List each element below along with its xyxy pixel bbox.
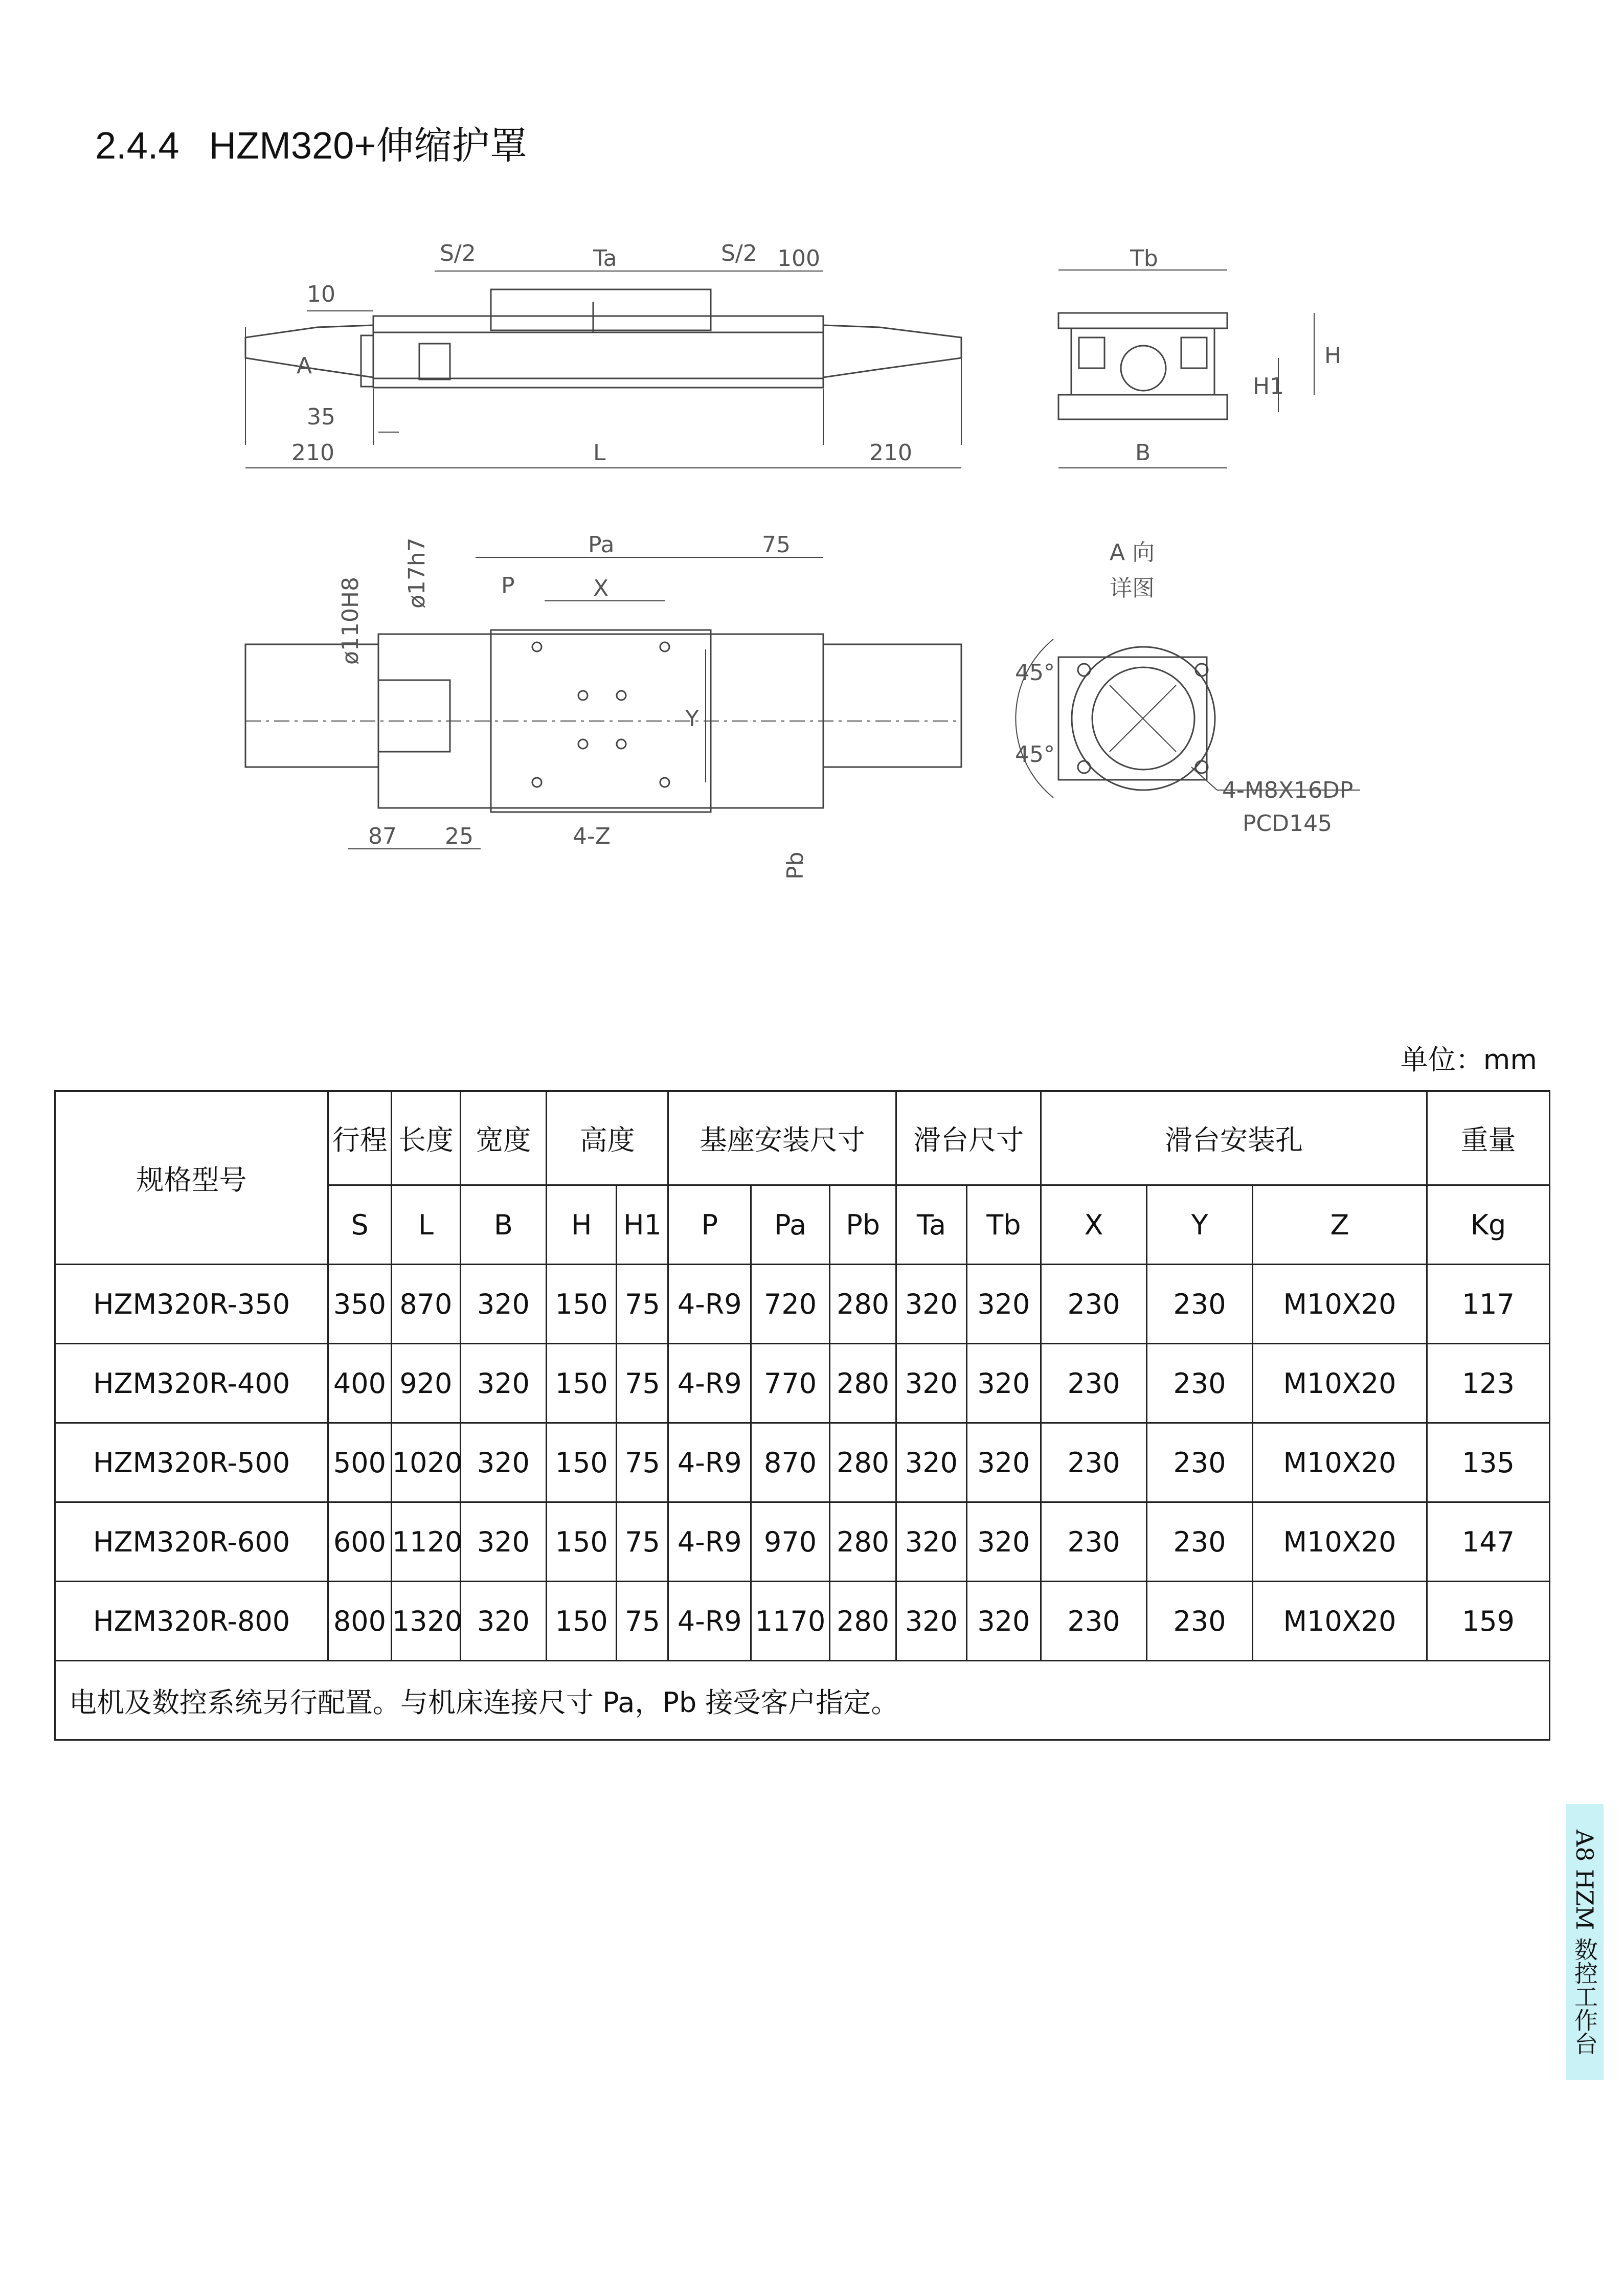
- cell: 320: [460, 1265, 546, 1344]
- side-view: [1058, 270, 1314, 468]
- dim-210-right: 210: [869, 440, 912, 466]
- group-base-mount: 基座安装尺寸: [668, 1091, 896, 1185]
- motor-flange: [361, 335, 373, 387]
- dim-h: H: [1324, 343, 1342, 369]
- group-stroke: 行程: [328, 1091, 392, 1185]
- cell: 230: [1147, 1265, 1253, 1344]
- cell: M10X20: [1253, 1502, 1427, 1582]
- cell: 230: [1041, 1344, 1146, 1423]
- cell-model: HZM320R-400: [55, 1344, 328, 1423]
- col-z: Z: [1253, 1185, 1427, 1265]
- cell: 320: [896, 1582, 967, 1661]
- col-s: S: [328, 1185, 392, 1265]
- cell: 230: [1147, 1423, 1253, 1502]
- col-ta: Ta: [896, 1185, 967, 1265]
- dim-ta: Ta: [593, 245, 617, 272]
- cell: 150: [546, 1582, 617, 1661]
- cell: 320: [966, 1423, 1041, 1502]
- cell: 4-R9: [668, 1344, 751, 1423]
- cell: 4-R9: [668, 1502, 751, 1582]
- cell: 320: [896, 1423, 967, 1502]
- top-bellows-right: [823, 644, 961, 767]
- cell: 1170: [751, 1582, 830, 1661]
- cell: 75: [617, 1423, 668, 1502]
- cell: 147: [1427, 1502, 1550, 1582]
- dim-100: 100: [777, 245, 820, 272]
- table-row: [55, 1423, 1550, 1502]
- table-row: [55, 1265, 1550, 1344]
- cell: 230: [1041, 1423, 1146, 1502]
- bellows-right: [823, 325, 961, 377]
- cell: 230: [1041, 1502, 1146, 1582]
- cell: M10X20: [1253, 1344, 1427, 1423]
- dim-s2-right: S/2: [721, 240, 757, 266]
- section-name: HZM320+伸缩护罩: [209, 124, 528, 167]
- group-slide-holes: 滑台安装孔: [1041, 1091, 1427, 1185]
- cell: 75: [617, 1344, 668, 1423]
- dim-x: X: [593, 575, 609, 601]
- cell: 400: [328, 1344, 392, 1423]
- cell-model: HZM320R-500: [55, 1423, 328, 1502]
- cell-model: HZM320R-800: [55, 1582, 328, 1661]
- cell: 159: [1427, 1582, 1550, 1661]
- table-note: 电机及数控系统另行配置。与机床连接尺寸 Pa，Pb 接受客户指定。: [55, 1661, 1550, 1740]
- cell: 75: [617, 1265, 668, 1344]
- table-row: [55, 1344, 1550, 1423]
- col-tb: Tb: [966, 1185, 1041, 1265]
- table-row: [55, 1502, 1550, 1582]
- side-table-top: [1058, 313, 1227, 328]
- cell: 230: [1147, 1502, 1253, 1582]
- dim-87: 87: [368, 823, 397, 849]
- cell: 320: [966, 1344, 1041, 1423]
- dim-s2-left: S/2: [440, 240, 476, 266]
- cell: 1320: [391, 1582, 460, 1661]
- dim-phi17: ø17h7: [404, 537, 430, 609]
- section-number: 2.4.4: [95, 124, 179, 167]
- cell: 870: [391, 1265, 460, 1344]
- cell: 320: [966, 1502, 1041, 1582]
- side-base: [1058, 395, 1227, 419]
- cell: 320: [966, 1582, 1041, 1661]
- cell: M10X20: [1253, 1265, 1427, 1344]
- cell: 150: [546, 1344, 617, 1423]
- cell: 230: [1041, 1265, 1146, 1344]
- cell: 770: [751, 1344, 830, 1423]
- dim-length: L: [593, 440, 606, 466]
- col-h: H: [546, 1185, 617, 1265]
- dim-pa: Pa: [588, 532, 615, 558]
- detail-holes: 4-M8X16DP: [1222, 777, 1354, 803]
- col-b: B: [460, 1185, 546, 1265]
- cell: 150: [546, 1265, 617, 1344]
- cell: 320: [460, 1582, 546, 1661]
- cell: 135: [1427, 1423, 1550, 1502]
- dim-h1: H1: [1253, 373, 1284, 399]
- detail-view-a: [1016, 639, 1360, 798]
- cell: 500: [328, 1423, 392, 1502]
- cell: 350: [328, 1265, 392, 1344]
- detail-title-2: 详图: [1110, 575, 1155, 601]
- dim-tb: Tb: [1130, 245, 1158, 272]
- dim-75: 75: [762, 532, 791, 558]
- dim-35: 35: [307, 404, 335, 430]
- cell: 4-R9: [668, 1423, 751, 1502]
- cell: 117: [1427, 1265, 1550, 1344]
- dim-pb: Pb: [782, 851, 808, 880]
- col-l: L: [391, 1185, 460, 1265]
- cell: 230: [1147, 1582, 1253, 1661]
- front-base-body: [373, 316, 823, 388]
- unit-label: 单位：mm: [1400, 1044, 1537, 1076]
- dim-10: 10: [307, 281, 335, 307]
- group-slide-size: 滑台尺寸: [896, 1091, 1041, 1185]
- cell: 75: [617, 1582, 668, 1661]
- cell: 280: [830, 1265, 896, 1344]
- front-view: [245, 271, 961, 468]
- cell: 4-R9: [668, 1582, 751, 1661]
- spec-table: [54, 1090, 1550, 1741]
- technical-drawing: [0, 0, 1624, 920]
- cell: 123: [1427, 1344, 1550, 1423]
- group-length: 长度: [391, 1091, 460, 1185]
- col-h1: H1: [617, 1185, 668, 1265]
- front-slide-table: [491, 289, 711, 330]
- col-pb: Pb: [830, 1185, 896, 1265]
- cell: 320: [896, 1344, 967, 1423]
- cell: 75: [617, 1502, 668, 1582]
- side-tab-label: A8 HZM 数控工作台: [1566, 1804, 1604, 2080]
- cell: 150: [546, 1502, 617, 1582]
- cell: 280: [830, 1423, 896, 1502]
- cell: 1020: [391, 1423, 460, 1502]
- col-x: X: [1041, 1185, 1146, 1265]
- detail-title-1: A 向: [1110, 539, 1155, 566]
- cell: M10X20: [1253, 1423, 1427, 1502]
- cell: 320: [460, 1502, 546, 1582]
- col-p: P: [668, 1185, 751, 1265]
- cell: 280: [830, 1502, 896, 1582]
- header-model: 规格型号: [55, 1091, 328, 1265]
- group-weight: 重量: [1427, 1091, 1550, 1185]
- side-ballscrew: [1121, 346, 1166, 391]
- table-row: [55, 1582, 1550, 1661]
- detail-angle-top: 45°: [1015, 660, 1055, 686]
- dim-4z: 4-Z: [573, 823, 611, 849]
- cell: 280: [830, 1582, 896, 1661]
- cell: 320: [966, 1265, 1041, 1344]
- cell: 920: [391, 1344, 460, 1423]
- dim-view-a: A: [297, 353, 312, 379]
- col-kg: Kg: [1427, 1185, 1550, 1265]
- cell-model: HZM320R-350: [55, 1265, 328, 1344]
- group-width: 宽度: [460, 1091, 546, 1185]
- dim-y: Y: [685, 706, 699, 732]
- detail-pcd: PCD145: [1243, 811, 1333, 837]
- detail-angle-bottom: 45°: [1015, 741, 1055, 768]
- dim-phi110: ø110H8: [337, 577, 364, 665]
- cell: 970: [751, 1502, 830, 1582]
- col-y: Y: [1147, 1185, 1253, 1265]
- cell: 800: [328, 1582, 392, 1661]
- cell-model: HZM320R-600: [55, 1502, 328, 1582]
- cell: 4-R9: [668, 1265, 751, 1344]
- col-pa: Pa: [751, 1185, 830, 1265]
- cell: 320: [460, 1344, 546, 1423]
- cell: 150: [546, 1423, 617, 1502]
- cell: M10X20: [1253, 1582, 1427, 1661]
- coupling: [419, 344, 450, 379]
- cell: 720: [751, 1265, 830, 1344]
- cell: 230: [1147, 1344, 1253, 1423]
- cell: 320: [460, 1423, 546, 1502]
- cell: 1120: [391, 1502, 460, 1582]
- cell: 320: [896, 1265, 967, 1344]
- dim-25: 25: [445, 823, 473, 849]
- dim-p: P: [501, 573, 515, 599]
- top-motor-mount: [378, 680, 450, 752]
- dim-b: B: [1135, 440, 1151, 466]
- cell: 870: [751, 1423, 830, 1502]
- cell: 320: [896, 1502, 967, 1582]
- dim-210-left: 210: [291, 440, 334, 466]
- cell: 230: [1041, 1582, 1146, 1661]
- cell: 280: [830, 1344, 896, 1423]
- group-height: 高度: [546, 1091, 668, 1185]
- cell: 600: [328, 1502, 392, 1582]
